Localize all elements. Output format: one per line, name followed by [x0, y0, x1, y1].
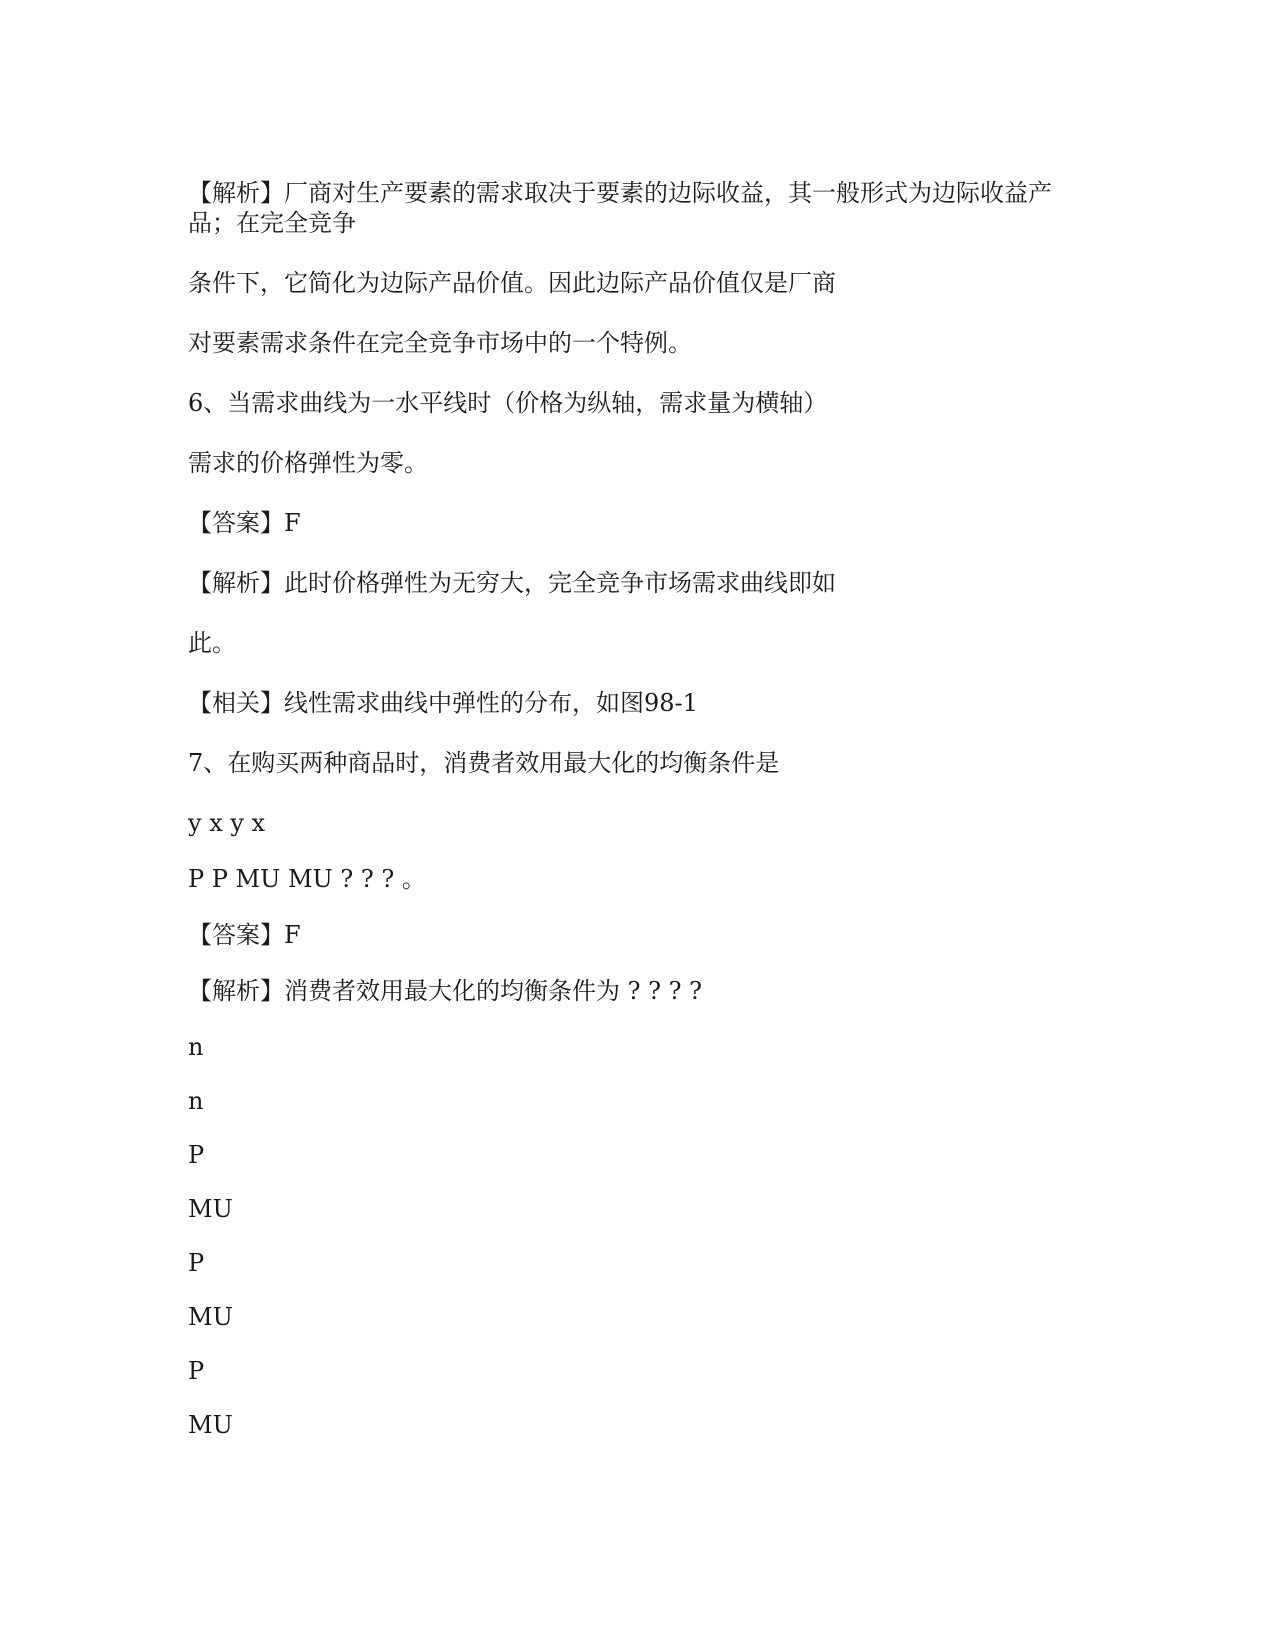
- formula-fragment-2: n: [188, 1087, 204, 1115]
- question-6-line-2: 需求的价格弹性为零。: [188, 449, 428, 477]
- analysis-line-2: 品；在完全竞争: [188, 209, 356, 237]
- analysis-line-1: 【解析】厂商对生产要素的需求取决于要素的边际收益，其一般形式为边际收益产: [188, 179, 1052, 207]
- formula-fragment-8: MU: [188, 1411, 233, 1439]
- answer-7: 【答案】F: [188, 921, 301, 949]
- analysis-line-3: 条件下，它简化为边际产品价值。因此边际产品价值仅是厂商: [188, 269, 836, 297]
- question-6-line-1: 6、当需求曲线为一水平线时（价格为纵轴，需求量为横轴）: [188, 389, 828, 417]
- formula-fragment-1: n: [188, 1033, 204, 1061]
- formula-fragment-5: P: [188, 1249, 205, 1277]
- analysis-line-4: 对要素需求条件在完全竞争市场中的一个特例。: [188, 329, 692, 357]
- formula-fragment-7: P: [188, 1357, 205, 1385]
- question-7-line-1: 7、在购买两种商品时，消费者效用最大化的均衡条件是: [188, 749, 780, 777]
- formula-fragment-6: MU: [188, 1303, 233, 1331]
- formula-subscripts: y x y x: [188, 809, 266, 837]
- analysis-7-line-1: 【解析】消费者效用最大化的均衡条件为 ? ? ? ?: [188, 977, 702, 1005]
- formula-main: P P MU MU ? ? ? 。: [188, 865, 426, 893]
- analysis-6-line-1: 【解析】此时价格弹性为无穷大，完全竞争市场需求曲线即如: [188, 569, 836, 597]
- related-6: 【相关】线性需求曲线中弹性的分布，如图98-1: [188, 689, 698, 717]
- formula-fragment-3: P: [188, 1141, 205, 1169]
- formula-fragment-4: MU: [188, 1195, 233, 1223]
- document-body: [188, 178, 1088, 1440]
- answer-6: 【答案】F: [188, 509, 301, 537]
- analysis-6-line-2: 此。: [188, 629, 236, 657]
